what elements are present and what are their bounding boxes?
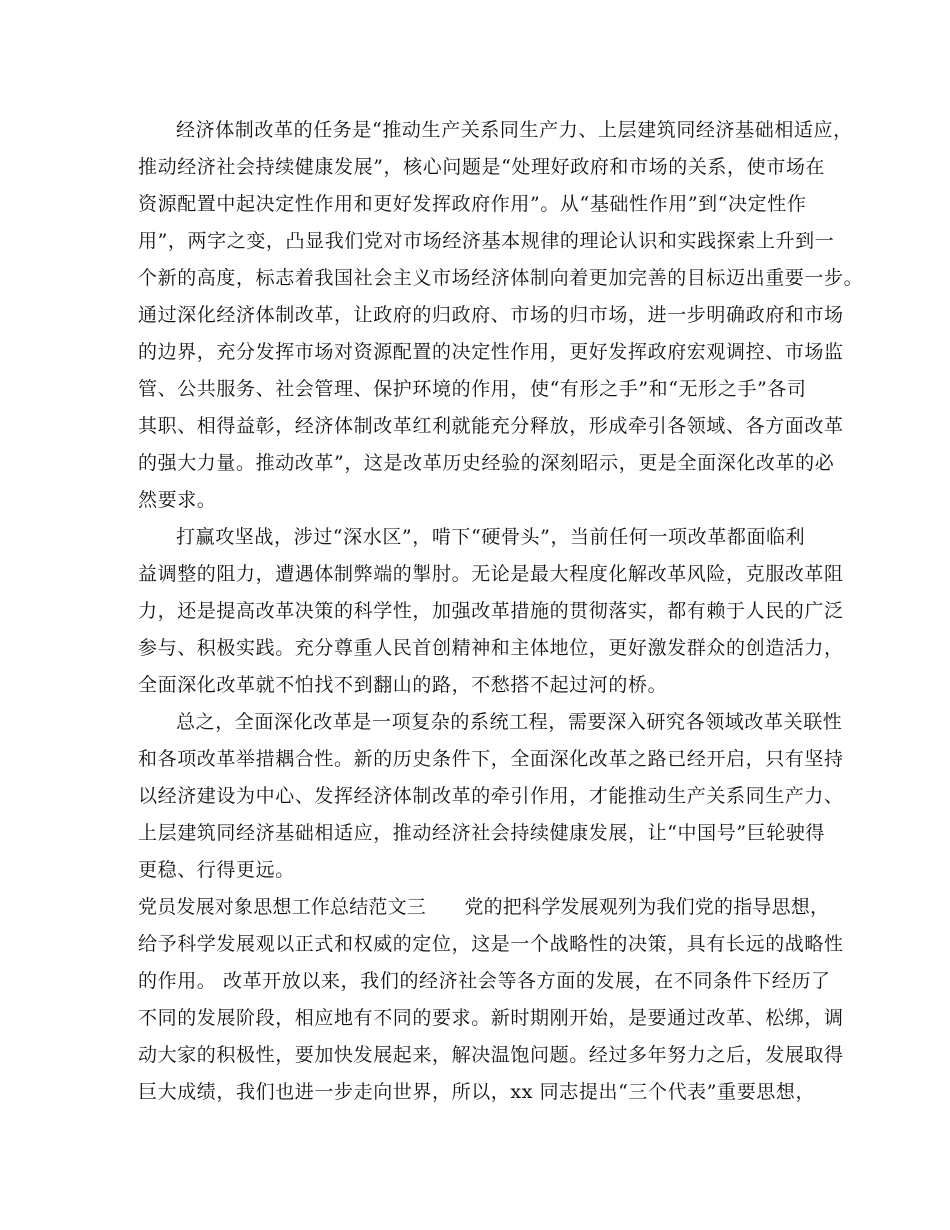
text-line: 管、公共服务、社会管理、保护环境的作用，使“有形之手”和“无形之手”各司 (138, 378, 807, 400)
text-line: 的作用。 改革开放以来，我们的经济社会等各方面的发展，在不同条件下经历了 (138, 970, 831, 992)
text-line: 的强大力量。推动改革”，这是改革历史经验的深刻昭示，更是全面深化改革的必 (138, 452, 835, 474)
text-line: 巨大成绩，我们也进一步走向世界，所以，xx 同志提出“三个代表”重要思想， (138, 1081, 816, 1103)
text-line: 参与、积极实践。充分尊重人民首创精神和主体地位，更好激发群众的创造活力， (138, 637, 844, 659)
text-line: 给予科学发展观以正式和权威的定位，这是一个战略性的决策，具有长远的战略性 (138, 933, 844, 955)
text-line: 然要求。 (138, 489, 217, 511)
text-line: 推动经济社会持续健康发展”，核心问题是“处理好政府和市场的关系，使市场在 (138, 156, 826, 178)
text-line: 用”，两字之变，凸显我们党对市场经济基本规律的理论认识和实践探索上升到一 (138, 230, 835, 252)
text-line: 上层建筑同经济基础相适应，推动经济社会持续健康发展，让“中国号”巨轮驶得 (138, 822, 826, 844)
text-line: 通过深化经济体制改革，让政府的归政府、市场的归市场，进一步明确政府和市场 (138, 304, 844, 326)
text-line: 和各项改革举措耦合性。新的历史条件下，全面深化改革之路已经开启，只有坚持 (138, 748, 844, 770)
text-line: 经济体制改革的任务是“推动生产关系同生产力、上层建筑同经济基础相适应， (176, 119, 853, 141)
text-line: 资源配置中起决定性作用和更好发挥政府作用”。从“基础性作用”到“决定性作 (138, 193, 807, 215)
text-line: 其职、相得益彰，经济体制改革红利就能充分释放，形成牵引各领域、各方面改革 (138, 415, 844, 437)
text-line: 益调整的阻力，遭遇体制弊端的掣肘。无论是最大程度化解改革风险，克服改革阻 (138, 563, 844, 585)
text-line: 以经济建设为中心、发挥经济体制改革的牵引作用，才能推动生产关系同生产力、 (138, 785, 844, 807)
text-line: 总之，全面深化改革是一项复杂的系统工程，需要深入研究各领域改革关联性 (176, 711, 843, 733)
section-heading-line: 党员发展对象思想工作总结范文三 党的把科学发展观列为我们党的指导思想， (138, 896, 830, 918)
text-line: 全面深化改革就不怕找不到翻山的路，不愁搭不起过河的桥。 (138, 674, 668, 696)
text-line: 力，还是提高改革决策的科学性，加强改革措施的贯彻落实，都有赖于人民的广泛 (138, 600, 844, 622)
text-line: 个新的高度，标志着我国社会主义市场经济体制向着更加完善的目标迈出重要一步。 (138, 267, 864, 289)
text-line: 动大家的积极性，要加快发展起来，解决温饱问题。经过多年努力之后，发展取得 (138, 1044, 844, 1066)
text-line: 打赢攻坚战，涉过“深水区”，啃下“硬骨头”，当前任何一项改革都面临利 (176, 526, 806, 548)
text-line: 的边界，充分发挥市场对资源配置的决定性作用，更好发挥政府宏观调控、市场监 (138, 341, 844, 363)
text-line: 不同的发展阶段，相应地有不同的要求。新时期刚开始，是要通过改革、松绑，调 (138, 1007, 844, 1029)
text-line: 更稳、行得更远。 (138, 859, 295, 881)
